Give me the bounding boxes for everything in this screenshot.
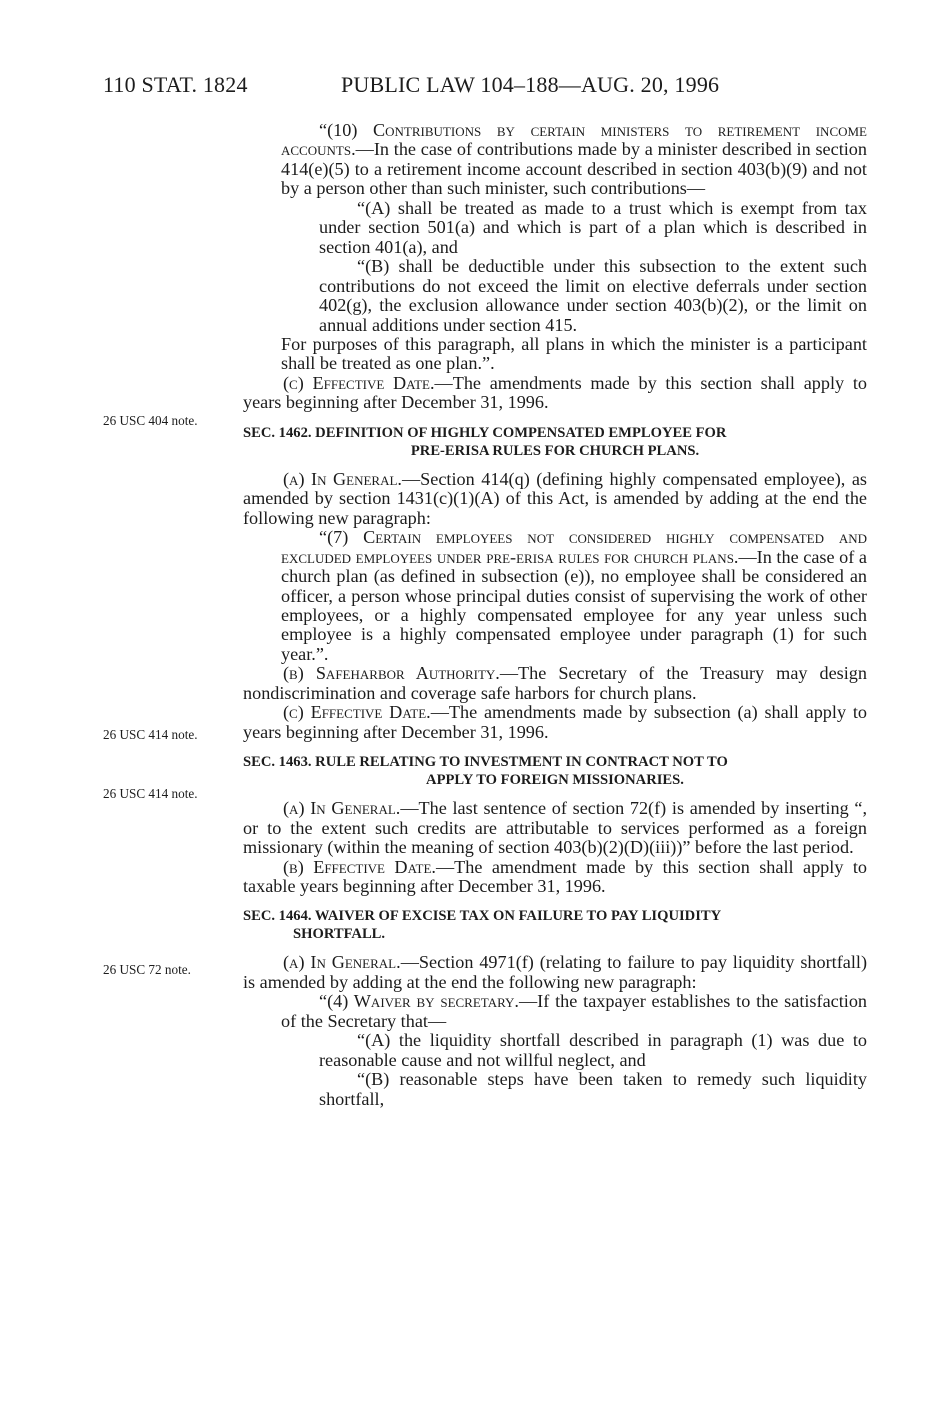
public-law-citation: PUBLIC LAW 104–188—AUG. 20, 1996 xyxy=(341,72,720,97)
section-1462-heading: SEC. 1462. DEFINITION OF HIGHLY COMPENSATED EMPLOYEE FOR PRE-ERISA RULES FOR CHURCH PLANS. xyxy=(243,424,727,459)
effective-date-subsection: (c) Effective Date.—The amendments made by subsection (a) shall apply to years beginning after December 31, 1996. xyxy=(243,702,867,742)
subparagraph-b: “(B) reasonable steps have been taken to remedy such liquidity shortfall, xyxy=(319,1069,867,1109)
paragraph-4: “(4) Waiver by secretary.—If the taxpayer establishes to the satisfaction of the Secretary that— xyxy=(281,991,868,1031)
paragraph-10: “(10) Contributions by certain ministers to retirement income accounts.—In the case of contributions made by a minister described in section 414(e)(5) to a retirement income account described in section 403(b)(9) and not by a person other than such minister, such contributions— xyxy=(281,120,867,199)
statute-body xyxy=(243,121,867,1109)
subsection-heading: (b) Safeharbor Authority. xyxy=(283,663,500,684)
stat-page-number: 110 STAT. 1824 xyxy=(103,72,248,97)
section-1463-heading: SEC. 1463. RULE RELATING TO INVESTMENT IN CONTRACT NOT TO APPLY TO FOREIGN MISSIONARIES. xyxy=(243,754,728,789)
subparagraph-b: “(B) shall be deductible under this subsection to the extent such contributions do not exceed the limit on elective deferrals under section 402(g), the exclusion allowance under section 403(b)(2), or the limit on annual additions under section 415. xyxy=(319,256,867,335)
margin-note: 26 USC 414 note. xyxy=(103,786,198,801)
subsection-heading: (c) Effective Date. xyxy=(283,372,435,393)
section-1464-heading: SEC. 1464. WAIVER OF EXCISE TAX ON FAILURE TO PAY LIQUIDITY SHORTFALL. xyxy=(243,908,722,943)
subsection-heading: (c) Effective Date. xyxy=(283,702,431,723)
general-subsection: (a) In General.—Section 414(q) (defining highly compensated employee), as amended by section 1431(c)(1)(A) of this Act, is amended by adding at the end the following new paragraph: xyxy=(243,468,867,528)
effective-date-subsection: (c) Effective Date.—The amendments made by this section shall apply to years beginning after December 31, 1996. xyxy=(243,372,867,413)
margin-note: 26 USC 404 note. xyxy=(103,413,198,428)
margin-note: 26 USC 414 note. xyxy=(103,727,198,742)
safeharbor-subsection: (b) Safeharbor Authority.—The Secretary of the Treasury may design nondiscrimination and coverage safe harbors for church plans. xyxy=(243,663,867,703)
paragraph-heading: “(10) Contributions by certain ministers to retirement income accounts. xyxy=(281,120,867,160)
paragraph-7: “(7) Certain employees not considered highly compensated and excluded employees under pre-erisa rules for church plans.—In the case of a church plan (as defined in subsection (e)), no employee shall be considered an officer, a person whose principal duties consist of supervising the work of other employees, or a highly compensated employee for any year unless such employee is a highly compensated employee under paragraph (1) for such year.”. xyxy=(281,527,868,664)
paragraph-heading: “(7) Certain employees not considered highly compensated and excluded employees under pre-erisa rules for church plans. xyxy=(281,527,867,567)
paragraph-closing: For purposes of this paragraph, all plans in which the minister is a participant shall be treated as one plan.”. xyxy=(281,333,867,374)
effective-date-subsection: (b) Effective Date.—The amendment made by this section shall apply to taxable years beginning after December 31, 1996. xyxy=(243,856,867,896)
subparagraph-a: “(A) the liquidity shortfall described in paragraph (1) was due to reasonable cause and not willful neglect, and xyxy=(319,1030,867,1070)
general-subsection: (a) In General.—Section 4971(f) (relating to failure to pay liquidity shortfall) is amended by adding at the end the following new paragraph: xyxy=(243,952,867,992)
general-subsection: (a) In General.—The last sentence of section 72(f) is amended by inserting “, or to the extent such credits are attributable to services performed as a foreign missionary (within the meaning of section 403(b)(2)(D)(iii))” before the last period. xyxy=(243,798,867,858)
subsection-heading: (b) Effective Date. xyxy=(283,856,436,877)
subsection-heading: (a) In General. xyxy=(283,468,402,489)
paragraph-heading: “(4) Waiver by secretary. xyxy=(319,991,519,1012)
subsection-heading: (a) In General. xyxy=(283,952,401,973)
margin-note: 26 USC 72 note. xyxy=(103,962,191,977)
subparagraph-a: “(A) shall be treated as made to a trust which is exempt from tax under section 501(a) and which is part of a plan which is described in section 401(a), and xyxy=(319,197,867,257)
subsection-heading: (a) In General. xyxy=(283,798,401,819)
